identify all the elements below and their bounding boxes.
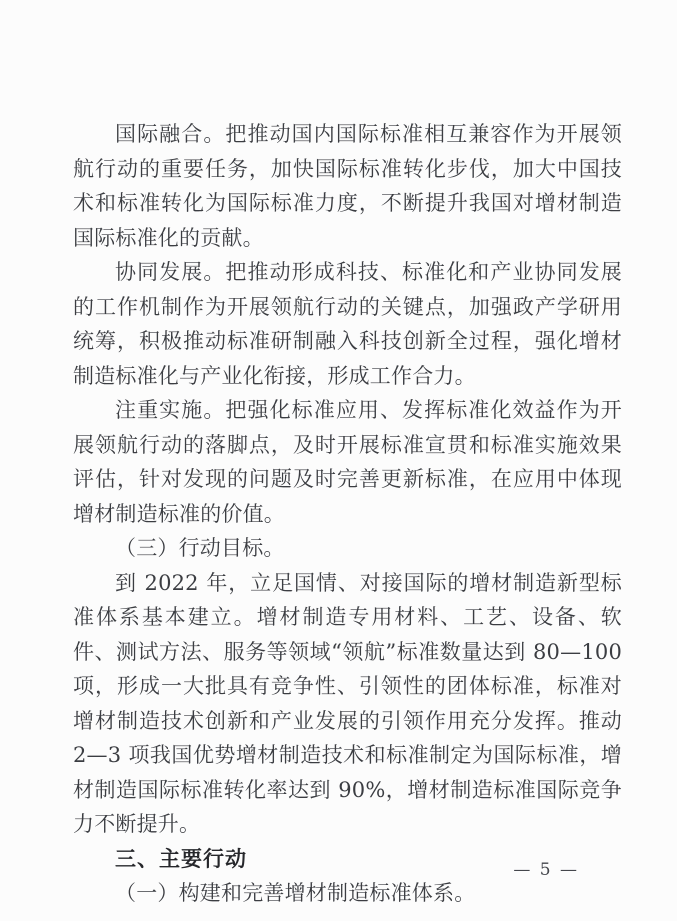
document-text-block	[73, 117, 622, 911]
paragraph-focus-on-implementation: 注重实施。把强化标准应用、发挥标准化效益作为开展领航行动的落脚点，及时开展标准宣贯和标准实施效果评估，针对发现的问题及时完善更新标准，在应用中体现增材制造标准的价值。	[73, 398, 622, 526]
page-number: — 5 —	[513, 860, 579, 880]
subheading-action-goals: （三）行动目标。	[115, 536, 285, 560]
subheading-build-standard-system: （一）构建和完善增材制造标准体系。	[115, 881, 476, 905]
paragraph-coordinated-development: 协同发展。把推动形成科技、标准化和产业协同发展的工作机制作为开展领航行动的关键点，加强政产学研用统筹，积极推动标准研制融入科技创新全过程，强化增材制造标准化与产业化衔接，形成工作合力。	[73, 260, 622, 388]
heading-main-actions: 三、主要行动	[115, 846, 247, 871]
paragraph-2022-goals: 到 2022 年，立足国情、对接国际的增材制造新型标准体系基本建立。增材制造专用材料、工艺、设备、软件、测试方法、服务等领域“领航”标准数量达到 80—100 项，形成一大批具有竞争性、引领性的团体标准，标准对增材制造技术创新和产业发展的引领作用充分发挥。推动 2—3 项我国优势增材制造技术和标准制定为国际标准，增材制造国际标准转化率达到 90%，增材制造标准国际竞争力不断提升。	[73, 570, 622, 836]
paragraph-international-integration: 国际融合。把推动国内国际标准相互兼容作为开展领航行动的重要任务，加快国际标准转化步伐，加大中国技术和标准转化为国际标准力度，不断提升我国对增材制造国际标准化的贡献。	[73, 122, 622, 250]
